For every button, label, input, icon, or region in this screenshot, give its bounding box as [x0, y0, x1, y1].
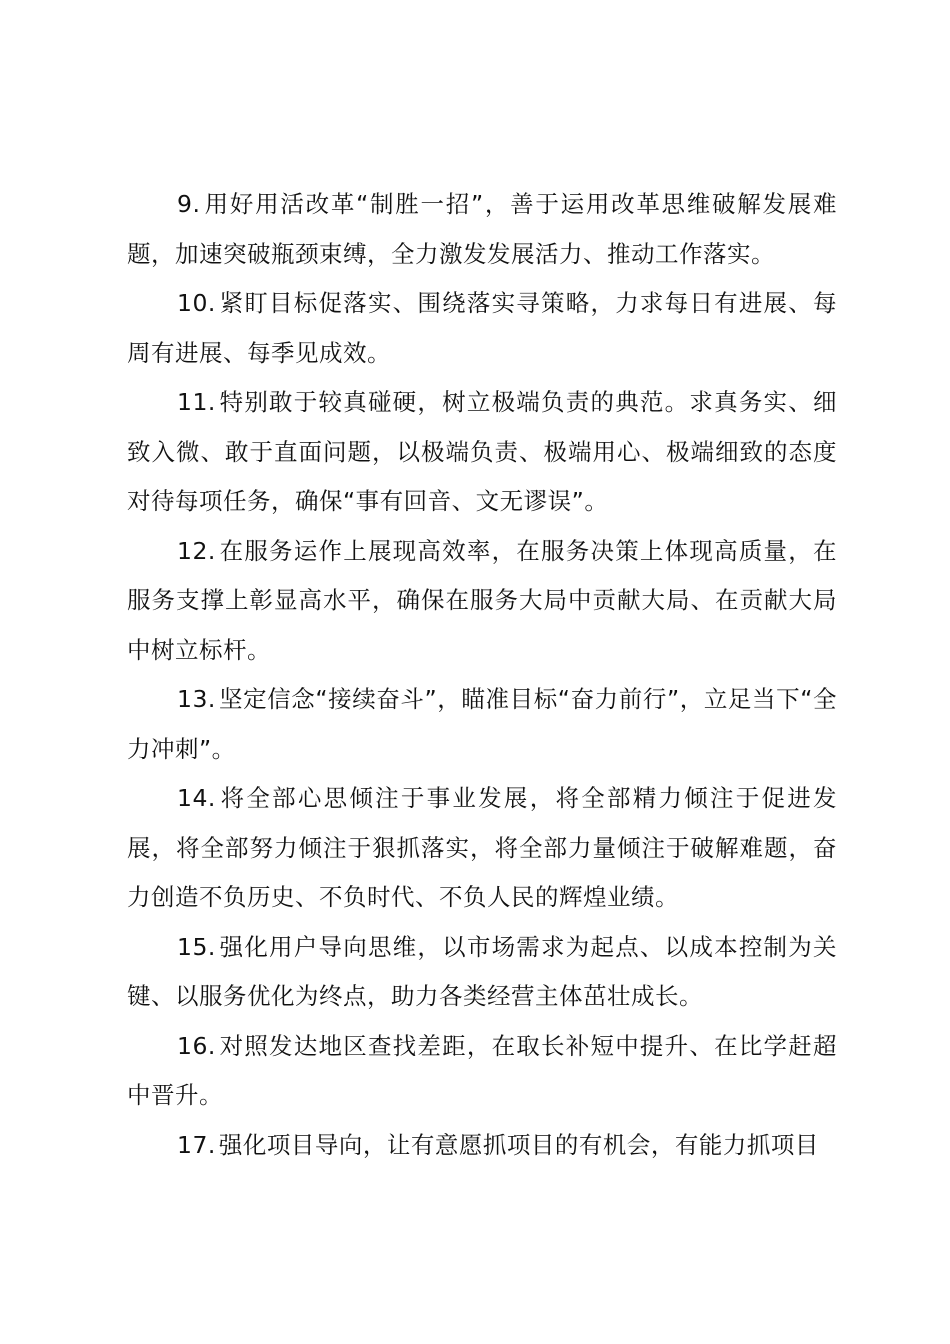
list-item-15 [127, 923, 837, 1022]
list-item-13 [127, 675, 837, 774]
list-item-16 [127, 1022, 837, 1121]
list-item-10 [127, 279, 837, 378]
item-number: 16. [177, 1031, 216, 1060]
list-item-12 [127, 527, 837, 676]
item-text: 强化用户导向思维，以市场需求为起点、以成本控制为关键、以服务优化为终点，助力各类经营主体茁壮成长。 [127, 932, 837, 1010]
list-item-9 [127, 180, 837, 279]
list-item-14 [127, 774, 837, 923]
item-text: 坚定信念“接续奋斗”，瞄准目标“奋力前行”，立足当下“全力冲刺”。 [127, 685, 837, 763]
item-text: 紧盯目标促落实、围绕落实寻策略，力求每日有进展、每周有进展、每季见成效。 [127, 289, 837, 367]
item-text: 强化项目导向，让有意愿抓项目的有机会，有能力抓项目 [218, 1130, 819, 1159]
item-number: 9. [177, 190, 201, 218]
item-number: 17. [177, 1130, 216, 1159]
item-text: 特别敢于较真碰硬，树立极端负责的典范。求真务实、细致入微、敢于直面问题，以极端负责、极端用心、极端细致的态度对待每项任务，确保“事有回音、文无谬误”。 [127, 388, 837, 515]
item-text: 对照发达地区查找差距，在取长补短中提升、在比学赶超中晋升。 [127, 1031, 837, 1109]
item-text: 将全部心思倾注于事业发展，将全部精力倾注于促进发展，将全部努力倾注于狠抓落实，将全部力量倾注于破解难题，奋力创造不负历史、不负时代、不负人民的辉煌业绩。 [127, 784, 837, 911]
document-body [127, 180, 837, 1170]
item-number: 10. [177, 289, 216, 317]
item-number: 15. [177, 932, 216, 961]
item-number: 13. [177, 685, 216, 713]
list-item-11 [127, 378, 837, 527]
item-text: 在服务运作上展现高效率，在服务决策上体现高质量，在服务支撑上彰显高水平，确保在服务大局中贡献大局、在贡献大局中树立标杆。 [127, 536, 837, 664]
list-item-17 [127, 1121, 837, 1171]
item-number: 12. [177, 536, 216, 565]
item-text: 用好用活改革“制胜一招”，善于运用改革思维破解发展难题，加速突破瓶颈束缚，全力激发发展活力、推动工作落实。 [127, 190, 837, 268]
item-number: 11. [177, 388, 216, 416]
item-number: 14. [177, 784, 216, 812]
